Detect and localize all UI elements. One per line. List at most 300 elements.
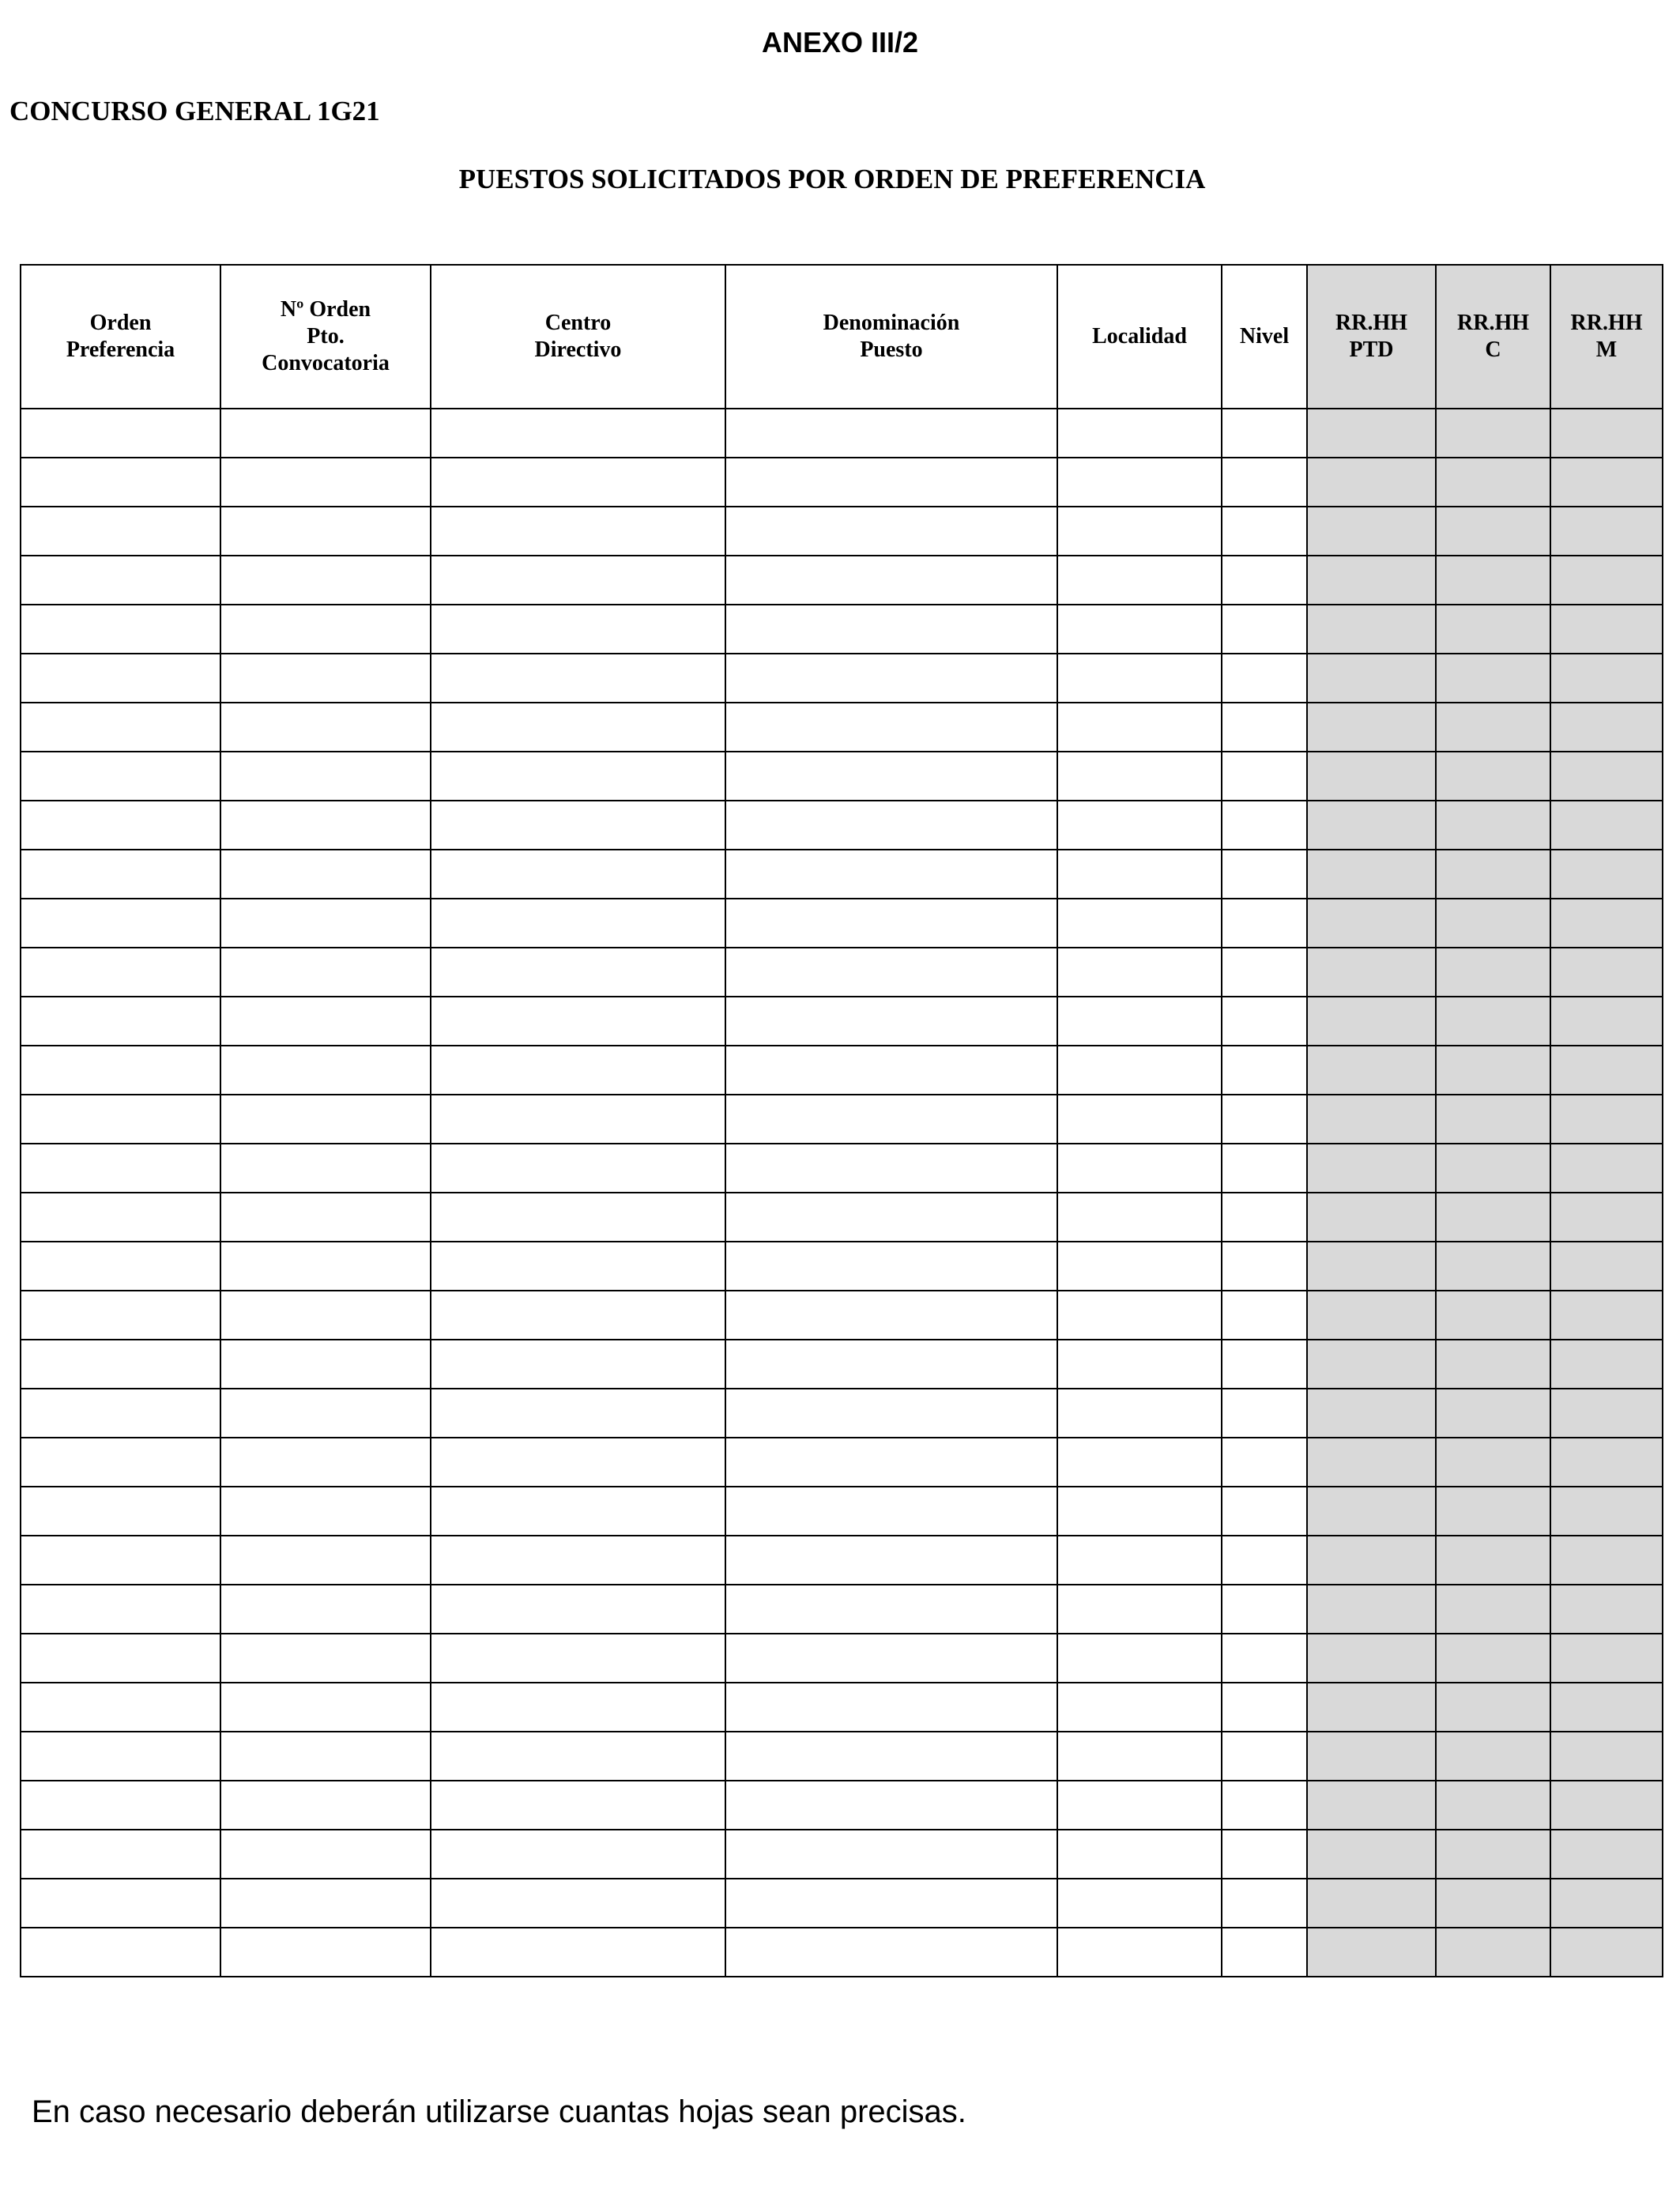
cell-denominacion [725,409,1057,458]
cell-rrhh-m [1550,1732,1663,1781]
col-header-denominacion: Denominación Puesto [725,265,1057,409]
cell-denominacion [725,1242,1057,1291]
cell-rrhh-c [1436,1340,1550,1389]
cell-nivel [1222,556,1307,605]
cell-denominacion [725,850,1057,899]
cell-rrhh-m [1550,1683,1663,1732]
cell-rrhh-m [1550,1046,1663,1095]
cell-orden [21,1095,220,1144]
cell-rrhh-c [1436,1291,1550,1340]
cell-rrhh-ptd [1307,1928,1436,1977]
cell-denominacion [725,1095,1057,1144]
cell-rrhh-ptd [1307,1046,1436,1095]
table-row [21,458,1663,507]
cell-num-orden [220,507,431,556]
cell-num-orden [220,1732,431,1781]
table-row [21,1683,1663,1732]
cell-rrhh-c [1436,1683,1550,1732]
cell-nivel [1222,1830,1307,1879]
cell-centro [431,1291,725,1340]
cell-nivel [1222,1487,1307,1536]
cell-nivel [1222,458,1307,507]
cell-centro [431,1732,725,1781]
cell-denominacion [725,1634,1057,1683]
cell-rrhh-ptd [1307,1438,1436,1487]
cell-rrhh-m [1550,1242,1663,1291]
cell-num-orden [220,1585,431,1634]
cell-rrhh-c [1436,605,1550,654]
cell-rrhh-m [1550,703,1663,752]
table-row [21,801,1663,850]
cell-num-orden [220,1242,431,1291]
cell-num-orden [220,1144,431,1193]
cell-localidad [1057,1438,1222,1487]
cell-nivel [1222,1046,1307,1095]
cell-rrhh-m [1550,1830,1663,1879]
table-row [21,1732,1663,1781]
cell-centro [431,507,725,556]
cell-centro [431,458,725,507]
cell-centro [431,1879,725,1928]
cell-rrhh-c [1436,948,1550,997]
col-header-rrhh-c: RR.HH C [1436,265,1550,409]
cell-localidad [1057,997,1222,1046]
cell-rrhh-ptd [1307,1879,1436,1928]
cell-nivel [1222,1291,1307,1340]
cell-rrhh-ptd [1307,1683,1436,1732]
cell-localidad [1057,409,1222,458]
cell-nivel [1222,1340,1307,1389]
cell-rrhh-ptd [1307,507,1436,556]
cell-rrhh-ptd [1307,1095,1436,1144]
cell-denominacion [725,997,1057,1046]
cell-orden [21,1291,220,1340]
cell-centro [431,703,725,752]
table-row [21,1879,1663,1928]
cell-rrhh-c [1436,801,1550,850]
cell-nivel [1222,654,1307,703]
cell-orden [21,1242,220,1291]
cell-centro [431,801,725,850]
cell-nivel [1222,1683,1307,1732]
cell-orden [21,1389,220,1438]
cell-rrhh-m [1550,1095,1663,1144]
cell-centro [431,654,725,703]
cell-denominacion [725,654,1057,703]
cell-denominacion [725,458,1057,507]
cell-localidad [1057,1585,1222,1634]
cell-denominacion [725,1830,1057,1879]
cell-nivel [1222,605,1307,654]
table-row [21,507,1663,556]
cell-localidad [1057,801,1222,850]
cell-orden [21,850,220,899]
cell-denominacion [725,1879,1057,1928]
cell-num-orden [220,409,431,458]
cell-localidad [1057,1487,1222,1536]
cell-rrhh-m [1550,899,1663,948]
cell-orden [21,1487,220,1536]
table-row [21,1928,1663,1977]
table-row [21,1830,1663,1879]
cell-num-orden [220,1536,431,1585]
cell-orden [21,409,220,458]
cell-rrhh-m [1550,997,1663,1046]
cell-nivel [1222,1242,1307,1291]
cell-rrhh-ptd [1307,1536,1436,1585]
cell-centro [431,752,725,801]
cell-rrhh-m [1550,409,1663,458]
cell-num-orden [220,1634,431,1683]
cell-localidad [1057,654,1222,703]
cell-denominacion [725,1683,1057,1732]
cell-denominacion [725,948,1057,997]
table-row [21,850,1663,899]
cell-denominacion [725,801,1057,850]
cell-rrhh-ptd [1307,948,1436,997]
cell-rrhh-m [1550,458,1663,507]
cell-nivel [1222,948,1307,997]
cell-localidad [1057,556,1222,605]
cell-rrhh-c [1436,899,1550,948]
table-row [21,1781,1663,1830]
cell-nivel [1222,1634,1307,1683]
cell-denominacion [725,752,1057,801]
cell-rrhh-ptd [1307,752,1436,801]
cell-rrhh-c [1436,1585,1550,1634]
cell-orden [21,654,220,703]
cell-orden [21,1536,220,1585]
cell-rrhh-ptd [1307,1389,1436,1438]
cell-nivel [1222,409,1307,458]
cell-rrhh-ptd [1307,1585,1436,1634]
cell-localidad [1057,1683,1222,1732]
cell-num-orden [220,556,431,605]
cell-rrhh-m [1550,1487,1663,1536]
cell-rrhh-m [1550,850,1663,899]
cell-rrhh-c [1436,409,1550,458]
cell-rrhh-c [1436,1193,1550,1242]
cell-rrhh-ptd [1307,556,1436,605]
cell-rrhh-ptd [1307,899,1436,948]
cell-centro [431,1928,725,1977]
cell-localidad [1057,850,1222,899]
cell-rrhh-ptd [1307,1340,1436,1389]
cell-orden [21,997,220,1046]
cell-rrhh-c [1436,850,1550,899]
cell-num-orden [220,1291,431,1340]
cell-localidad [1057,703,1222,752]
cell-localidad [1057,1634,1222,1683]
cell-nivel [1222,1732,1307,1781]
cell-rrhh-c [1436,1095,1550,1144]
cell-denominacion [725,1487,1057,1536]
section-title: PUESTOS SOLICITADOS POR ORDEN DE PREFERENCIA [458,164,1206,194]
cell-denominacion [725,507,1057,556]
cell-localidad [1057,948,1222,997]
cell-denominacion [725,1585,1057,1634]
cell-orden [21,1879,220,1928]
cell-rrhh-m [1550,1536,1663,1585]
cell-nivel [1222,997,1307,1046]
cell-nivel [1222,801,1307,850]
cell-rrhh-m [1550,1634,1663,1683]
cell-orden [21,1781,220,1830]
table-row [21,654,1663,703]
col-header-rrhh-m: RR.HH M [1550,265,1663,409]
cell-localidad [1057,1732,1222,1781]
col-header-localidad: Localidad [1057,265,1222,409]
table-row [21,556,1663,605]
cell-denominacion [725,1046,1057,1095]
cell-orden [21,1193,220,1242]
table-row [21,1193,1663,1242]
cell-rrhh-m [1550,1193,1663,1242]
cell-num-orden [220,654,431,703]
cell-rrhh-ptd [1307,1830,1436,1879]
cell-nivel [1222,1095,1307,1144]
cell-num-orden [220,1683,431,1732]
cell-nivel [1222,1438,1307,1487]
cell-centro [431,948,725,997]
cell-rrhh-c [1436,1781,1550,1830]
cell-rrhh-ptd [1307,1781,1436,1830]
cell-rrhh-m [1550,1438,1663,1487]
cell-localidad [1057,1046,1222,1095]
cell-orden [21,948,220,997]
cell-localidad [1057,1830,1222,1879]
cell-num-orden [220,997,431,1046]
cell-num-orden [220,1095,431,1144]
cell-rrhh-c [1436,1634,1550,1683]
cell-centro [431,556,725,605]
cell-num-orden [220,1928,431,1977]
cell-centro [431,1046,725,1095]
table-body [21,409,1663,1977]
cell-num-orden [220,1879,431,1928]
cell-rrhh-c [1436,654,1550,703]
cell-rrhh-m [1550,801,1663,850]
cell-orden [21,1144,220,1193]
cell-orden [21,556,220,605]
cell-num-orden [220,1193,431,1242]
table-row [21,899,1663,948]
cell-rrhh-c [1436,1536,1550,1585]
cell-localidad [1057,1340,1222,1389]
cell-orden [21,1585,220,1634]
cell-denominacion [725,556,1057,605]
cell-num-orden [220,1389,431,1438]
cell-rrhh-c [1436,997,1550,1046]
annex-title: ANEXO III/2 [761,26,919,58]
cell-nivel [1222,507,1307,556]
cell-rrhh-c [1436,458,1550,507]
cell-rrhh-m [1550,1585,1663,1634]
cell-localidad [1057,1781,1222,1830]
col-header-rrhh-ptd: RR.HH PTD [1307,265,1436,409]
cell-rrhh-ptd [1307,1291,1436,1340]
table-row [21,1585,1663,1634]
cell-rrhh-c [1436,1732,1550,1781]
cell-localidad [1057,458,1222,507]
cell-num-orden [220,1830,431,1879]
cell-localidad [1057,605,1222,654]
cell-orden [21,899,220,948]
table-row [21,605,1663,654]
cell-centro [431,1242,725,1291]
cell-rrhh-c [1436,1389,1550,1438]
cell-rrhh-m [1550,654,1663,703]
cell-rrhh-c [1436,1928,1550,1977]
cell-centro [431,1585,725,1634]
cell-rrhh-m [1550,752,1663,801]
col-header-num-orden: Nº Orden Pto. Convocatoria [220,265,431,409]
col-header-nivel: Nivel [1222,265,1307,409]
cell-nivel [1222,1585,1307,1634]
cell-rrhh-ptd [1307,1193,1436,1242]
cell-rrhh-ptd [1307,997,1436,1046]
table-row [21,1536,1663,1585]
cell-num-orden [220,1046,431,1095]
cell-localidad [1057,752,1222,801]
cell-centro [431,997,725,1046]
cell-rrhh-m [1550,1340,1663,1389]
cell-rrhh-c [1436,556,1550,605]
cell-orden [21,752,220,801]
cell-orden [21,1928,220,1977]
cell-localidad [1057,1193,1222,1242]
cell-rrhh-ptd [1307,703,1436,752]
cell-rrhh-c [1436,507,1550,556]
cell-localidad [1057,1291,1222,1340]
cell-denominacion [725,1536,1057,1585]
cell-rrhh-m [1550,1781,1663,1830]
cell-denominacion [725,1193,1057,1242]
cell-nivel [1222,1193,1307,1242]
table-row [21,1242,1663,1291]
cell-orden [21,801,220,850]
cell-num-orden [220,1340,431,1389]
cell-nivel [1222,1144,1307,1193]
preference-table [20,264,1663,1977]
cell-denominacion [725,1291,1057,1340]
cell-nivel [1222,1389,1307,1438]
cell-denominacion [725,1144,1057,1193]
cell-rrhh-c [1436,1046,1550,1095]
cell-num-orden [220,850,431,899]
cell-nivel [1222,899,1307,948]
cell-denominacion [725,605,1057,654]
cell-centro [431,1536,725,1585]
cell-nivel [1222,1781,1307,1830]
table-row [21,948,1663,997]
cell-centro [431,1683,725,1732]
cell-orden [21,1683,220,1732]
cell-denominacion [725,1781,1057,1830]
cell-rrhh-ptd [1307,605,1436,654]
cell-rrhh-ptd [1307,801,1436,850]
cell-rrhh-m [1550,1928,1663,1977]
cell-num-orden [220,801,431,850]
cell-rrhh-ptd [1307,1634,1436,1683]
cell-rrhh-c [1436,1242,1550,1291]
cell-rrhh-m [1550,507,1663,556]
cell-localidad [1057,1928,1222,1977]
cell-centro [431,1487,725,1536]
cell-centro [431,1144,725,1193]
cell-denominacion [725,1732,1057,1781]
cell-localidad [1057,1095,1222,1144]
cell-nivel [1222,850,1307,899]
cell-centro [431,1781,725,1830]
table-row [21,1046,1663,1095]
cell-centro [431,1438,725,1487]
cell-rrhh-ptd [1307,1732,1436,1781]
cell-rrhh-c [1436,1438,1550,1487]
col-header-orden: Orden Preferencia [21,265,220,409]
cell-centro [431,1095,725,1144]
cell-rrhh-ptd [1307,458,1436,507]
cell-localidad [1057,1536,1222,1585]
cell-num-orden [220,752,431,801]
cell-denominacion [725,703,1057,752]
cell-centro [431,1193,725,1242]
cell-orden [21,458,220,507]
cell-rrhh-c [1436,1144,1550,1193]
cell-rrhh-m [1550,1144,1663,1193]
cell-orden [21,507,220,556]
cell-orden [21,605,220,654]
cell-orden [21,703,220,752]
cell-num-orden [220,703,431,752]
table-row [21,1144,1663,1193]
table-row [21,1389,1663,1438]
cell-orden [21,1732,220,1781]
cell-nivel [1222,703,1307,752]
cell-orden [21,1830,220,1879]
cell-rrhh-c [1436,1487,1550,1536]
cell-centro [431,1340,725,1389]
cell-centro [431,899,725,948]
cell-rrhh-ptd [1307,1242,1436,1291]
cell-rrhh-ptd [1307,850,1436,899]
table-row [21,1291,1663,1340]
table-row [21,1340,1663,1389]
cell-rrhh-m [1550,1291,1663,1340]
cell-nivel [1222,1928,1307,1977]
table-row [21,409,1663,458]
cell-num-orden [220,1487,431,1536]
cell-denominacion [725,1438,1057,1487]
cell-centro [431,1634,725,1683]
cell-centro [431,1830,725,1879]
table-row [21,997,1663,1046]
table-row [21,703,1663,752]
cell-orden [21,1634,220,1683]
cell-num-orden [220,605,431,654]
cell-rrhh-c [1436,1830,1550,1879]
cell-rrhh-ptd [1307,1487,1436,1536]
cell-num-orden [220,948,431,997]
cell-denominacion [725,1340,1057,1389]
cell-denominacion [725,1928,1057,1977]
cell-centro [431,1389,725,1438]
cell-localidad [1057,1389,1222,1438]
cell-rrhh-m [1550,1389,1663,1438]
cell-rrhh-ptd [1307,409,1436,458]
cell-rrhh-m [1550,948,1663,997]
cell-denominacion [725,899,1057,948]
